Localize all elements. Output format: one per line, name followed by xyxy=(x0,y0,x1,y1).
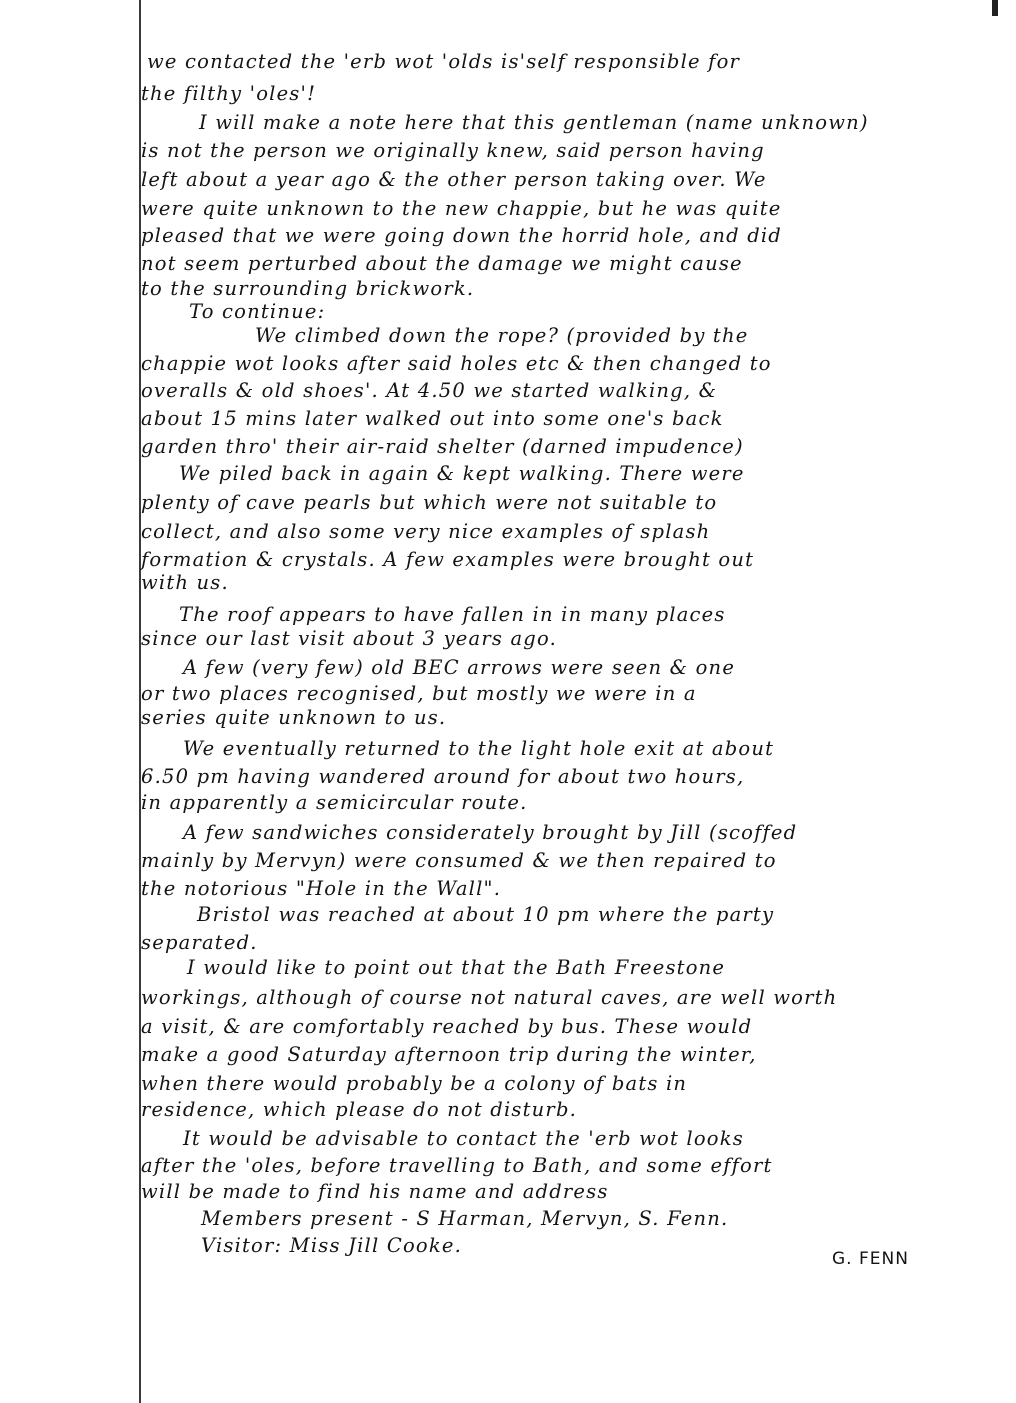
text-line: Members present - S Harman, Mervyn, S. Fenn. xyxy=(201,1207,729,1230)
text-line: overalls & old shoes'. At 4.50 we started walking, & xyxy=(141,379,718,402)
text-line: since our last visit about 3 years ago. xyxy=(141,627,557,650)
text-line: to the surrounding brickwork. xyxy=(141,277,475,300)
text-line: separated. xyxy=(141,931,258,954)
text-line: we contacted the 'erb wot 'olds is'self responsible for xyxy=(147,50,741,73)
text-line: A few sandwiches considerately brought by Jill (scoffed xyxy=(183,821,798,844)
text-line: collect, and also some very nice examples of splash xyxy=(141,520,711,543)
text-line: chappie wot looks after said holes etc & then changed to xyxy=(141,352,772,375)
text-line: will be made to find his name and address xyxy=(141,1180,609,1203)
text-line: the notorious "Hole in the Wall". xyxy=(141,877,502,900)
text-line: is not the person we originally knew, said person having xyxy=(141,139,765,162)
text-line: To continue: xyxy=(189,300,326,323)
text-line: with us. xyxy=(141,571,229,594)
text-line: We climbed down the rope? (provided by the xyxy=(255,324,749,347)
text-line: in apparently a semicircular route. xyxy=(141,791,528,814)
text-line: It would be advisable to contact the 'erb wot looks xyxy=(183,1127,744,1150)
text-line: Visitor: Miss Jill Cooke. xyxy=(201,1234,462,1257)
text-line: not seem perturbed about the damage we might cause xyxy=(141,252,743,275)
text-line: I would like to point out that the Bath Freestone xyxy=(187,956,726,979)
text-line: workings, although of course not natural caves, are well worth xyxy=(141,986,838,1009)
text-line: after the 'oles, before travelling to Bath, and some effort xyxy=(141,1154,773,1177)
text-line: A few (very few) old BEC arrows were seen & one xyxy=(183,656,736,679)
text-line: were quite unknown to the new chappie, but he was quite xyxy=(141,197,782,220)
text-line: The roof appears to have fallen in in many places xyxy=(179,603,726,626)
text-line: or two places recognised, but mostly we were in a xyxy=(141,682,697,705)
text-line: a visit, & are comfortably reached by bus. These would xyxy=(141,1015,753,1038)
text-line: Bristol was reached at about 10 pm where the party xyxy=(197,903,775,926)
text-line: I will make a note here that this gentleman (name unknown) xyxy=(199,111,869,134)
text-line: the filthy 'oles'! xyxy=(141,82,317,105)
signature: G. FENN xyxy=(832,1249,909,1269)
text-line: mainly by Mervyn) were consumed & we then repaired to xyxy=(141,849,777,872)
text-line: plenty of cave pearls but which were not suitable to xyxy=(141,491,718,514)
text-line: residence, which please do not disturb. xyxy=(141,1098,578,1121)
text-line: about 15 mins later walked out into some one's back xyxy=(141,407,724,430)
text-line: pleased that we were going down the horrid hole, and did xyxy=(141,224,782,247)
text-line: formation & crystals. A few examples were brought out xyxy=(141,548,755,571)
text-line: left about a year ago & the other person taking over. We xyxy=(141,168,767,191)
text-line: We piled back in again & kept walking. There were xyxy=(179,462,745,485)
text-line: when there would probably be a colony of bats in xyxy=(141,1072,688,1095)
text-line: We eventually returned to the light hole exit at about xyxy=(183,737,775,760)
text-line: series quite unknown to us. xyxy=(141,706,447,729)
text-line: make a good Saturday afternoon trip during the winter, xyxy=(141,1043,757,1066)
text-line: 6.50 pm having wandered around for about two hours, xyxy=(141,765,745,788)
corner-mark xyxy=(992,0,998,16)
text-line: garden thro' their air-raid shelter (darned impudence) xyxy=(141,435,744,458)
